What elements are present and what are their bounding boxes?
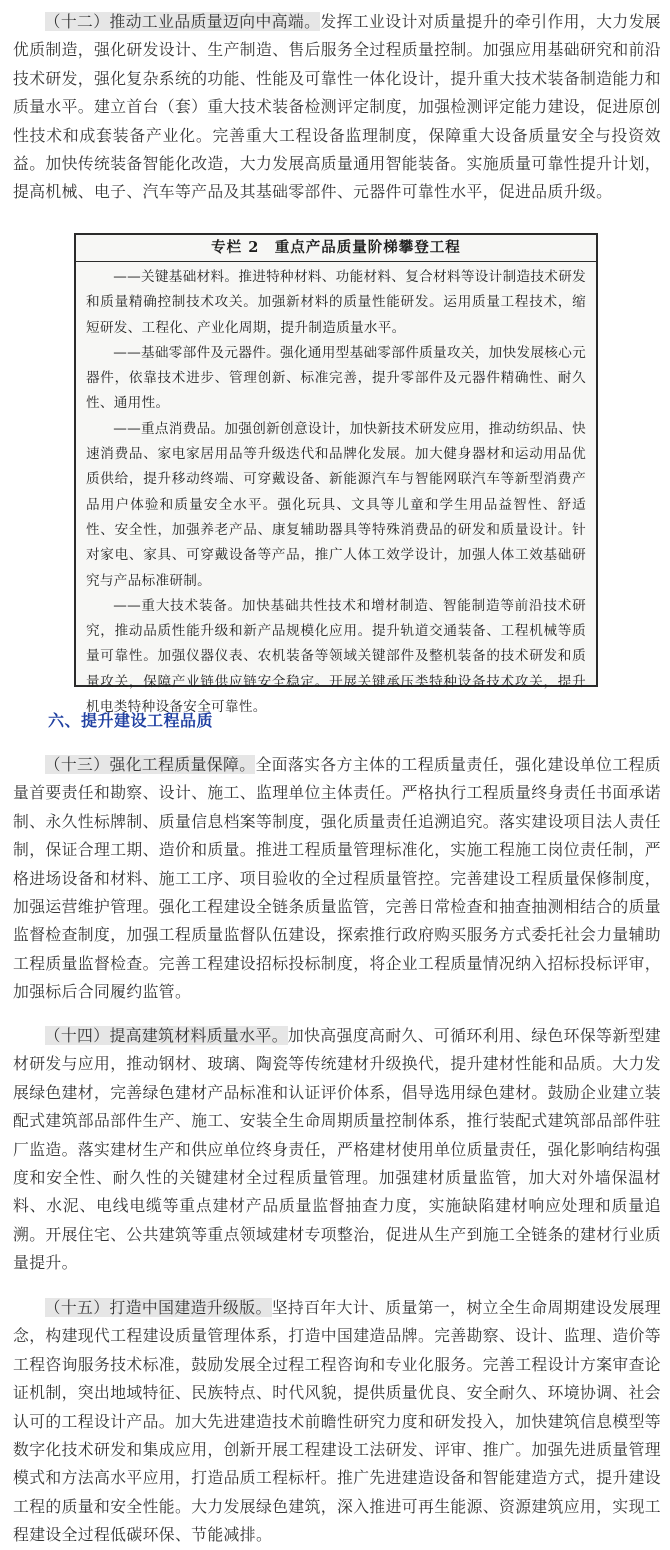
column-item: ——重大技术装备。加快基础共性技术和增材制造、智能制造等前沿技术研究，推动品质性能升级和新产品规模化应用。提升轨道交通装备、工程机械等质量可靠性。加强仪器仪表、农机装备等领域关键部件及整机装备的技术研发和质量攻关，保障产业链供应链安全稳定。开展关键承压类特种设备技术攻关，提升机电类特种设备安全可靠性。 — [86, 597, 586, 716]
column-box — [74, 233, 598, 716]
paragraph-13 — [13, 751, 661, 1007]
paragraph-lead: （十五）打造中国建造升级版。 — [44, 1298, 272, 1317]
column-box-title: 专栏 2 重点产品质量阶梯攀登工程 — [76, 235, 596, 262]
paragraph-text: 加快高强度高耐久、可循环利用、绿色环保等新型建材研发与应用，推动钢材、玻璃、陶瓷等传统建材升级换代，提升建材性能和品质。大力发展绿色建材，完善绿色建材产品标准和认证评价体系，倡导选用绿色建材。鼓励企业建立装配式建筑部品部件生产、施工、安装全生命周期质量控制体系，推行装配式建筑部品部件驻厂监造。落实建材生产和供应单位终身责任，严格建材使用单位质量责任，强化影响结构强度和安全性、耐久性的关键建材全过程质量管理。加强建材质量监管，加大对外墙保温材料、水泥、电线电缆等重点建材产品质量监督抽查力度，实施缺陷建材响应处理和质量追溯。开展住宅、公共建筑等重点领域建材专项整治，促进从生产到施工全链条的建材行业质量提升。 — [13, 1026, 661, 1273]
paragraph-text: 全面落实各方主体的工程质量责任，强化建设单位工程质量首要责任和勘察、设计、施工、监理单位主体责任。严格执行工程质量终身责任书面承诺制、永久性标牌制、质量信息档案等制度，强化质量责任追溯追究。落实建设项目法人责任制，保证合理工期、造价和质量。推进工程质量管理标准化，实施工程施工岗位责任制，严格进场设备和材料、施工工序、项目验收的全过程质量管控。完善建设工程质量保修制度，加强运营维护管理。强化工程建设全链条质量监管，完善日常检查和抽查抽测相结合的质量监督检查制度，加强工程质量监督队伍建设，探索推行政府购买服务方式委托社会力量辅助工程质量监督检查。完善工程建设招标投标制度，将企业工程质量情况纳入招标投标评审，加强标后合同履约监管。 — [13, 755, 661, 1002]
paragraph-lead: （十三）强化工程质量保障。 — [44, 755, 256, 774]
column-item: ——关键基础材料。推进特种材料、功能材料、复合材料等设计制造技术研发和质量精确控制技术攻关。加强新材料的质量性能研发。运用质量工程技术，缩短研发、工程化、产业化周期，提升制造质量水平。 — [86, 269, 586, 336]
column-item: ——基础零部件及元器件。强化通用型基础零部件质量攻关，加快发展核心元器件，依靠技术进步、管理创新、标准完善，提升零部件及元器件精确性、耐久性、通用性。 — [86, 344, 586, 412]
paragraph-lead: （十四）提高建筑材料质量水平。 — [44, 1026, 288, 1045]
paragraph-lead: （十二）推动工业品质量迈向中高端。 — [44, 12, 321, 31]
paragraph-15 — [13, 1294, 661, 1550]
paragraph-text: 坚持百年大计、质量第一，树立全生命周期建设发展理念，构建现代工程建设质量管理体系，打造中国建造品牌。完善勘察、设计、监理、造价等工程咨询服务技术标准，鼓励发展全过程工程咨询和专业化服务。完善工程设计方案审查论证机制，突出地域特征、民族特点、时代风貌，提供质量优良、安全耐久、环境协调、社会认可的工程设计产品。加大先进建造技术前瞻性研究力度和研发投入，加快建筑信息模型等数字化技术研发和集成应用，创新开展工程建设工法研发、评审、推广。加强先进质量管理模式和方法高水平应用，打造品质工程标杆。推广先进建造设备和智能建造方式，提升建设工程的质量和安全性能。大力发展绿色建筑，深入推进可再生能源、资源建筑应用，实现工程建设全过程低碳环保、节能减排。 — [13, 1298, 661, 1545]
column-box-body — [76, 262, 596, 720]
paragraph-12 — [13, 8, 661, 207]
column-item: ——重点消费品。加强创新创意设计，加快新技术研发应用，推动纺织品、快速消费品、家电家居用品等升级迭代和品牌化发展。加大健身器材和运动用品优质供给，提升移动终端、可穿戴设备、新能源汽车与智能网联汽车等新型消费产品用户体验和质量安全水平。强化玩具、文具等儿童和学生用品益智性、舒适性、安全性，加强养老产品、康复辅助器具等特殊消费品的研发和质量设计。针对家电、家具、可穿戴设备等产品，推广人体工效学设计，加强人体工效基础研究与产品标准研制。 — [86, 420, 586, 589]
paragraph-14 — [13, 1022, 661, 1278]
section-heading: 六、提升建设工程品质 — [48, 711, 214, 730]
paragraph-text: 发挥工业设计对质量提升的牵引作用，大力发展优质制造，强化研发设计、生产制造、售后服务全过程质量控制。加强应用基础研究和前沿技术研发，强化复杂系统的功能、性能及可靠性一体化设计，提升重大技术装备制造能力和质量水平。建立首台（套）重大技术装备检测评定制度，加强检测评定能力建设，促进原创性技术和成套装备产业化。完善重大工程设备监理制度，保障重大设备质量安全与投资效益。加快传统装备智能化改造，大力发展高质量通用智能装备。实施质量可靠性提升计划，提高机械、电子、汽车等产品及其基础零部件、元器件可靠性水平，促进品质升级。 — [13, 12, 661, 202]
